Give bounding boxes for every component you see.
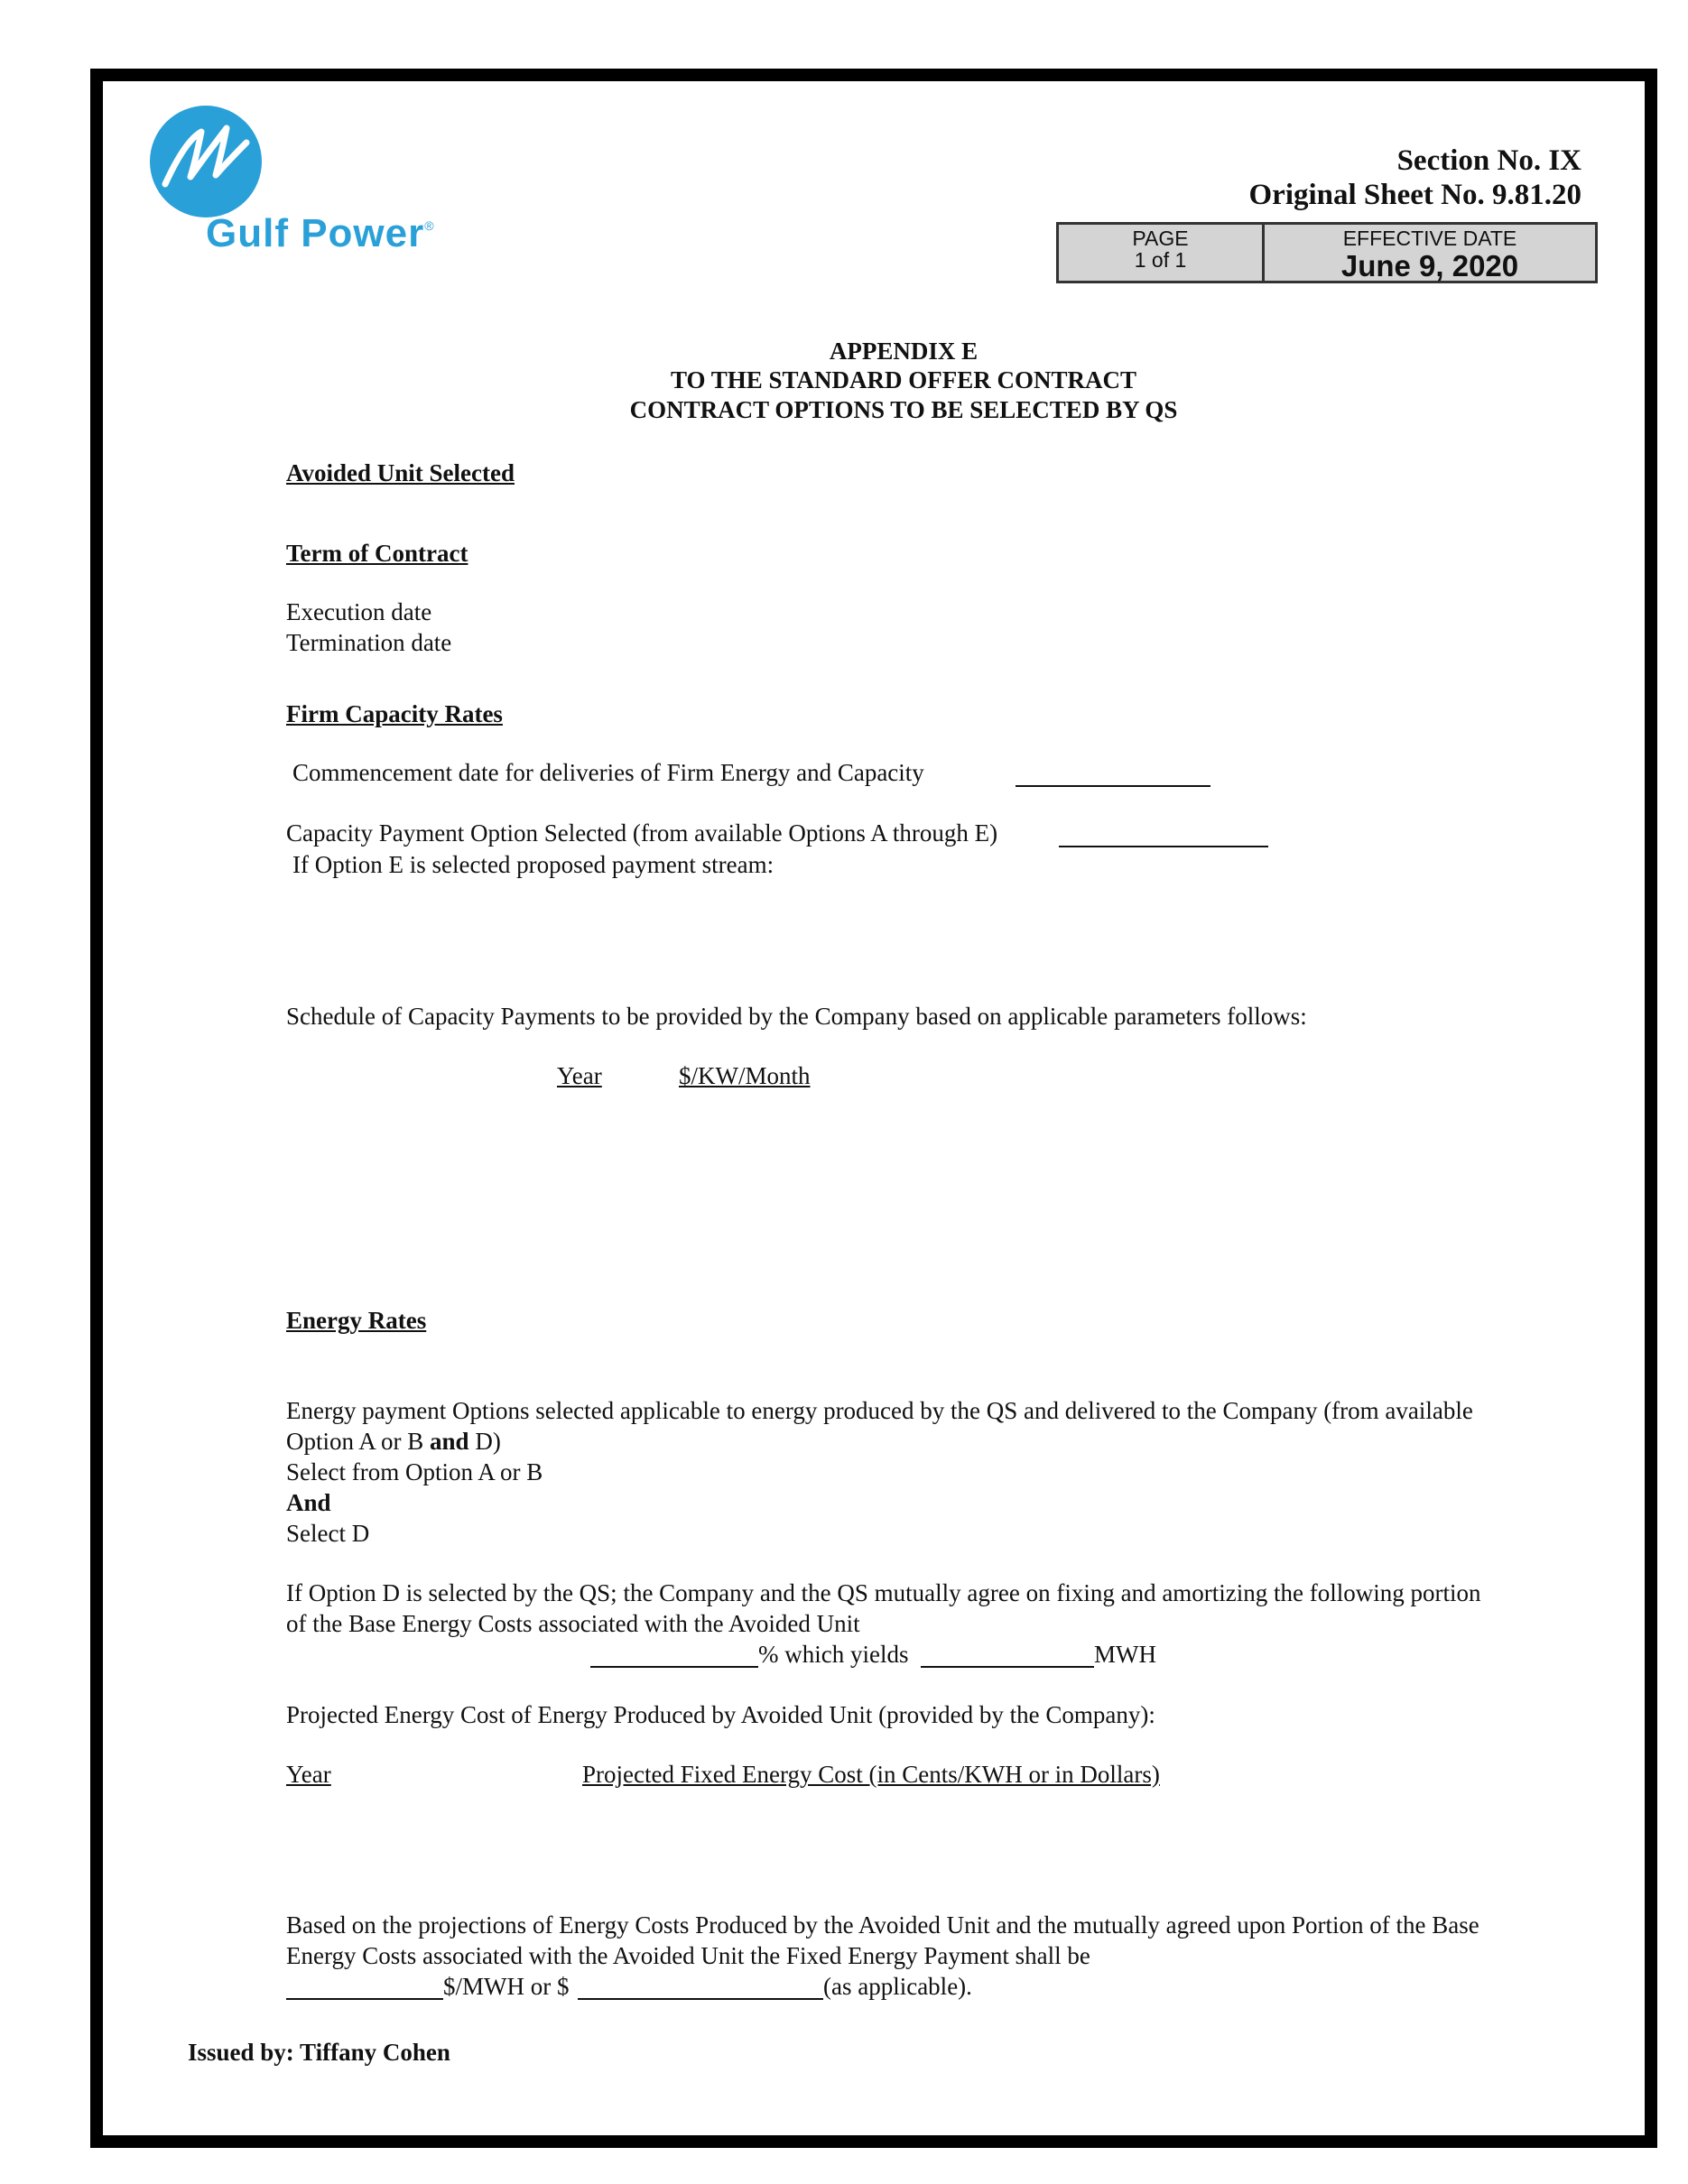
as-applicable-label: (as applicable). xyxy=(823,1973,972,2000)
firm-capacity-heading: Firm Capacity Rates xyxy=(286,700,503,727)
energy-cost-header: Projected Fixed Energy Cost (in Cents/KWH or in Dollars) xyxy=(582,1761,1160,1788)
effective-date-cell xyxy=(1265,225,1595,281)
mwh-blank[interactable] xyxy=(921,1666,1094,1668)
percent-yields-label: % which yields xyxy=(758,1641,909,1668)
header-info-box xyxy=(1056,222,1598,283)
dollar-amount-blank[interactable] xyxy=(578,1998,823,2000)
commencement-label: Commencement date for deliveries of Firm Energy and Capacity xyxy=(292,759,924,786)
energy-options-line-2: Option A or B and D) xyxy=(286,1428,501,1455)
percent-blank[interactable] xyxy=(590,1666,758,1668)
page-label: PAGE xyxy=(1132,227,1189,250)
capacity-rate-header: $/KW/Month xyxy=(679,1062,811,1089)
capacity-schedule-text: Schedule of Capacity Payments to be provided by the Company based on applicable parameters follows: xyxy=(286,1003,1307,1030)
commencement-blank[interactable] xyxy=(1016,785,1210,787)
term-heading: Term of Contract xyxy=(286,540,468,567)
energy-year-header: Year xyxy=(286,1761,331,1788)
option-d-line-2: of the Base Energy Costs associated with the Avoided Unit xyxy=(286,1610,860,1637)
fixed-payment-line-1: Based on the projections of Energy Costs Produced by the Avoided Unit and the mutually agreed upon Portion of the Base xyxy=(286,1911,1479,1939)
energy-options-line-1: Energy payment Options selected applicable to energy produced by the QS and delivered to the Company (from available xyxy=(286,1397,1473,1424)
fixed-payment-line-2: Energy Costs associated with the Avoided Unit the Fixed Energy Payment shall be xyxy=(286,1942,1090,1969)
issued-by: Issued by: Tiffany Cohen xyxy=(188,2039,450,2066)
capacity-year-header: Year xyxy=(557,1062,602,1089)
per-mwh-blank[interactable] xyxy=(286,1998,443,2000)
sheet-number: Original Sheet No. 9.81.20 xyxy=(1248,179,1581,211)
logo-wordmark: Gulf Power® xyxy=(206,211,435,255)
page-value: 1 of 1 xyxy=(1134,248,1187,273)
capacity-option-label: Capacity Payment Option Selected (from available Options A through E) xyxy=(286,819,998,847)
option-e-label: If Option E is selected proposed payment stream: xyxy=(292,851,774,878)
select-option-d: Select D xyxy=(286,1520,370,1547)
option-d-line-1: If Option D is selected by the QS; the Company and the QS mutually agree on fixing and amortizing the following portion xyxy=(286,1579,1481,1606)
gulf-power-logo-icon xyxy=(149,105,263,218)
and-label: And xyxy=(286,1489,331,1516)
effective-date-value: June 9, 2020 xyxy=(1340,249,1519,283)
mwh-label: MWH xyxy=(1094,1641,1156,1668)
title-line-2: TO THE STANDARD OFFER CONTRACT xyxy=(670,366,1137,393)
select-option-ab: Select from Option A or B xyxy=(286,1458,543,1485)
energy-rates-heading: Energy Rates xyxy=(286,1307,427,1334)
avoided-unit-heading: Avoided Unit Selected xyxy=(286,459,515,486)
page-cell xyxy=(1059,225,1265,281)
per-mwh-label: $/MWH or $ xyxy=(443,1973,570,2000)
projected-cost-text: Projected Energy Cost of Energy Produced by Avoided Unit (provided by the Company): xyxy=(286,1701,1155,1728)
title-line-1: APPENDIX E xyxy=(829,338,978,365)
termination-date-label: Termination date xyxy=(286,629,452,656)
capacity-option-blank[interactable] xyxy=(1059,846,1268,847)
title-line-3: CONTRACT OPTIONS TO BE SELECTED BY QS xyxy=(629,396,1178,423)
effective-date-label: EFFECTIVE DATE xyxy=(1342,227,1517,250)
execution-date-label: Execution date xyxy=(286,598,432,625)
section-number: Section No. IX xyxy=(1396,144,1581,177)
